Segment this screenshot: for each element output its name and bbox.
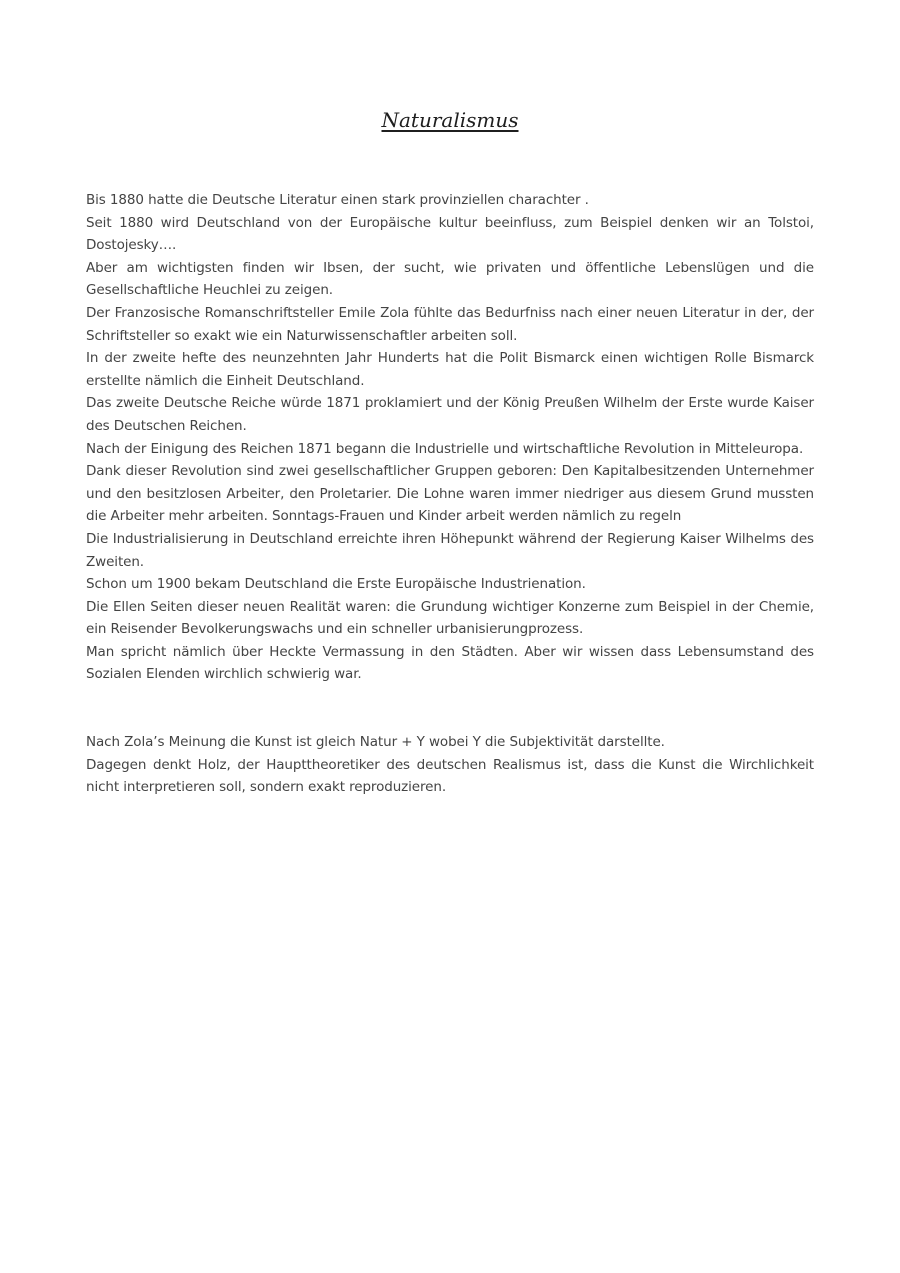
- section-gap: [86, 686, 814, 731]
- page-title: [0, 106, 900, 134]
- paragraph: Das zweite Deutsche Reiche würde 1871 proklamiert und der König Preußen Wilhelm der Erste wurde Kaiser des Deutschen Reichen.: [86, 395, 814, 434]
- paragraph: Der Franzosische Romanschriftsteller Emile Zola fühlte das Bedurfniss nach einer neuen Literatur in der, der Schriftsteller so exakt wie ein Naturwissenschaftler arbeiten soll.: [86, 304, 814, 344]
- paragraph: Die Ellen Seiten dieser neuen Realität waren: die Grundung wichtiger Konzerne zum Beispiel in der Chemie, ein Reisender Bevolkerungswachs und ein schneller urbanisierungprozess.: [86, 598, 814, 638]
- paragraph: Aber am wichtigsten finden wir Ibsen, der sucht, wie privaten und öffentliche Lebenslügen und die Gesellschaftliche Heuchlei zu zeigen.: [86, 259, 814, 299]
- paragraph: Dagegen denkt Holz, der Haupttheoretiker des deutschen Realismus ist, dass die Kunst die Wirchlichkeit nicht interpretieren soll, sondern exakt reproduzieren.: [86, 756, 814, 796]
- paragraph: Bis 1880 hatte die Deutsche Literatur einen stark provinziellen charachter .: [86, 192, 589, 208]
- paragraph: In der zweite hefte des neunzehnten Jahr Hunderts hat die Polit Bismarck einen wichtigen Rolle Bismarck erstellte nämlich die Einheit Deutschland.: [86, 350, 814, 389]
- paragraph: Nach der Einigung des Reichen 1871 begann die Industrielle und wirtschaftliche Revolution in Mitteleuropa.: [86, 440, 804, 457]
- paragraph: Man spricht nämlich über Heckte Vermassung in den Städten. Aber wir wissen dass Lebensumstand des Sozialen Elenden wirchlich schwierig war.: [86, 643, 814, 683]
- paragraph: Nach Zola’s Meinung die Kunst ist gleich Natur + Y wobei Y die Subjektivität darstellte.: [86, 734, 665, 751]
- paragraph: Schon um 1900 bekam Deutschland die Erste Europäische Industrienation.: [86, 576, 586, 593]
- paragraph: Dank dieser Revolution sind zwei gesellschaftlicher Gruppen geboren: Den Kapitalbesitzenden Unternehmer und den besitzlosen Arbeiter, den Proletarier. Die Lohne waren immer niedriger aus diesem Grund mussten die Arbeiter mehr arbeiten. Sonntags-Frauen und Kinder arbeit werden nämlich zu regeln: [86, 463, 814, 525]
- paragraph: Seit 1880 wird Deutschland von der Europäische kultur beeinfluss, zum Beispiel denken wir an Tolstoi, Dostojesky….: [86, 214, 814, 254]
- paragraph: Die Industrialisierung in Deutschland erreichte ihren Höhepunkt während der Regierung Kaiser Wilhelms des Zweiten.: [86, 530, 814, 570]
- page-title-text: Naturalismus: [381, 108, 519, 132]
- document-body: [86, 189, 814, 799]
